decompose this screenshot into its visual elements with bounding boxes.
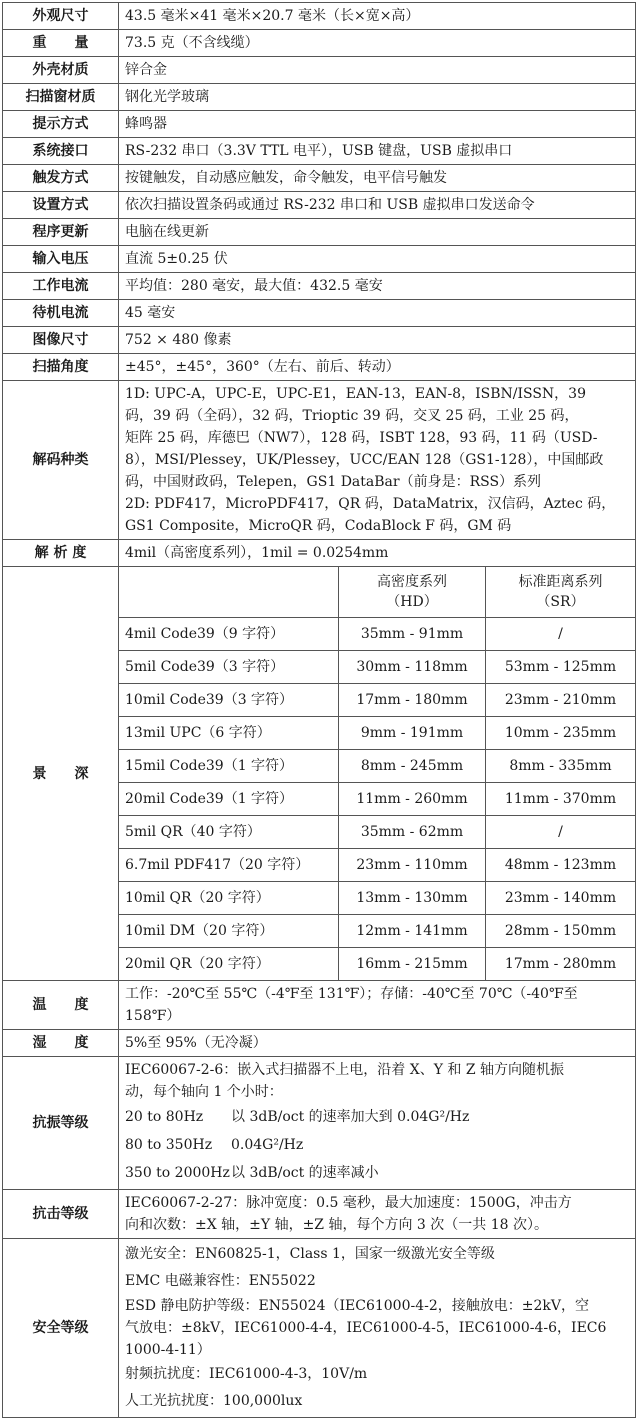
value-symbologies	[119, 381, 636, 540]
value-indicator: 蜂鸣器	[119, 111, 636, 138]
row-depth-of-field	[3, 567, 636, 981]
dof-header-sr-title: 标准距离系列	[518, 574, 603, 590]
dof-sr: 23mm - 210mm	[486, 684, 636, 717]
label-dimensions: 外观尺寸	[3, 3, 119, 30]
vibration-intro-line: 动，每个轴向 1 个小时：	[125, 1084, 283, 1100]
dof-hd: 9mm - 191mm	[339, 717, 486, 750]
dof-hd: 13mm - 130mm	[339, 882, 486, 915]
dof-symbol: 20mil QR（20 字符）	[119, 948, 339, 981]
label-shock: 抗击等级	[3, 1190, 119, 1239]
value-humidity: 5%至 95%（无冷凝）	[119, 1030, 636, 1057]
dof-hd: 16mm - 215mm	[339, 948, 486, 981]
dof-header-symbol	[119, 567, 339, 618]
value-standby-current: 45 毫安	[119, 300, 636, 327]
vibration-band	[125, 1131, 629, 1159]
vibration-freq: 350 to 2000Hz	[125, 1165, 230, 1181]
label-temperature: 温 度	[3, 981, 119, 1030]
table-row	[119, 750, 635, 783]
table-row	[119, 849, 635, 882]
dof-sr: 53mm - 125mm	[486, 651, 636, 684]
label-interface: 系统接口	[3, 138, 119, 165]
vibration-intro-line: IEC60067-2-6：嵌入式扫描器不上电，沿着 X、Y 和 Z 轴方向随机振	[125, 1062, 565, 1078]
value-scan-angle: ±45°，±45°，360°（左右、前后、转动）	[119, 354, 636, 381]
dof-header-row	[119, 567, 635, 618]
shock-line: 向和次数：±X 轴，±Y 轴，±Z 轴，每个方向 3 次（一共 18 次）。	[125, 1217, 548, 1233]
safety-rf: 射频抗扰度：IEC61000-4-3，10V/m	[125, 1366, 368, 1382]
label-update: 程序更新	[3, 219, 119, 246]
safety-esd-line: ESD 静电防护等级：EN55024（IEC61000-4-2，接触放电：±2kV，空	[125, 1298, 589, 1314]
value-temperature	[119, 981, 636, 1030]
dof-header-sr-abbr: （SR）	[536, 594, 585, 610]
dof-symbol: 10mil QR（20 字符）	[119, 882, 339, 915]
row-image-size	[3, 327, 636, 354]
dof-sr: 8mm - 335mm	[486, 750, 636, 783]
symbology-line: GS1 Composite，MicroQR 码，CodaBlock F 码，GM 码	[125, 518, 512, 534]
symbology-line: 矩阵 25 码，库德巴（NW7），128 码，ISBT 128，93 码，11 码（USD-	[125, 430, 598, 446]
table-row	[119, 948, 635, 981]
label-depth-of-field: 景 深	[3, 567, 119, 981]
label-symbologies: 解码种类	[3, 381, 119, 540]
symbology-line: 码，39 码（全码），32 码，Trioptic 39 码，交叉 25 码，工业 25 码，	[125, 408, 579, 424]
vibration-desc: 以 3dB/oct 的速率加大到 0.04G²/Hz	[231, 1109, 470, 1125]
table-row	[119, 816, 635, 849]
dof-header-hd-title: 高密度系列	[377, 574, 447, 590]
label-indicator: 提示方式	[3, 111, 119, 138]
label-housing: 外壳材质	[3, 57, 119, 84]
value-update: 电脑在线更新	[119, 219, 636, 246]
value-vibration	[119, 1057, 636, 1190]
table-row	[119, 717, 635, 750]
dof-symbol: 10mil DM（20 字符）	[119, 915, 339, 948]
dof-hd: 23mm - 110mm	[339, 849, 486, 882]
label-weight: 重 量	[3, 30, 119, 57]
safety-emc: EMC 电磁兼容性：EN55022	[125, 1273, 316, 1289]
label-window: 扫描窗材质	[3, 84, 119, 111]
vibration-desc: 以 3dB/oct 的速率减小	[231, 1165, 379, 1181]
dof-sr: /	[486, 816, 636, 849]
dof-symbol: 5mil QR（40 字符）	[119, 816, 339, 849]
vibration-band	[125, 1159, 629, 1187]
vibration-band	[125, 1103, 629, 1131]
safety-ambient-light: 人工光抗扰度：100,000lux	[125, 1393, 303, 1409]
row-dimensions	[3, 3, 636, 30]
dof-hd: 8mm - 245mm	[339, 750, 486, 783]
symbology-line: 1D: UPC-A，UPC-E，UPC-E1，EAN-13，EAN-8，ISBN/ISSN，39	[125, 386, 586, 402]
value-shock	[119, 1190, 636, 1239]
label-standby-current: 待机电流	[3, 300, 119, 327]
value-window: 钢化光学玻璃	[119, 84, 636, 111]
row-scan-angle	[3, 354, 636, 381]
dof-symbol: 10mil Code39（3 字符）	[119, 684, 339, 717]
row-interface	[3, 138, 636, 165]
vibration-freq: 20 to 80Hz	[125, 1109, 204, 1125]
temperature-line: 工作：-20℃至 55℃（-4℉至 131℉）；存储：-40℃至 70℃（-40℉至	[125, 986, 578, 1002]
dof-sr: 48mm - 123mm	[486, 849, 636, 882]
dof-sr: 17mm - 280mm	[486, 948, 636, 981]
shock-line: IEC60067-2-27：脉冲宽度：0.5 毫秒，最大加速度：1500G，冲击方	[125, 1195, 572, 1211]
label-work-current: 工作电流	[3, 273, 119, 300]
table-row	[119, 651, 635, 684]
dof-sr: 28mm - 150mm	[486, 915, 636, 948]
row-vibration	[3, 1057, 636, 1190]
value-work-current: 平均值：280 毫安，最大值：432.5 毫安	[119, 273, 636, 300]
depth-of-field-table-cell	[119, 567, 636, 981]
row-temperature	[3, 981, 636, 1030]
dof-symbol: 13mil UPC（6 字符）	[119, 717, 339, 750]
label-image-size: 图像尺寸	[3, 327, 119, 354]
safety-esd-line: 气放电：±8kV，IEC61000-4-4，IEC61000-4-5，IEC61000-4-6，IEC6	[125, 1320, 607, 1336]
vibration-desc: 0.04G²/Hz	[231, 1137, 304, 1153]
label-scan-angle: 扫描角度	[3, 354, 119, 381]
symbology-line: 8），MSI/Plessey，UK/Plessey，UCC/EAN 128（GS1-128），中国邮政	[125, 452, 604, 468]
value-weight: 73.5 克（不含线缆）	[119, 30, 636, 57]
label-safety: 安全等级	[3, 1239, 119, 1418]
row-standby-current	[3, 300, 636, 327]
row-weight	[3, 30, 636, 57]
safety-esd-line: 1000-4-11）	[125, 1342, 211, 1358]
dof-header-hd	[339, 567, 486, 618]
dof-symbol: 15mil Code39（1 字符）	[119, 750, 339, 783]
value-trigger: 按键触发，自动感应触发，命令触发，电平信号触发	[119, 165, 636, 192]
table-row	[119, 882, 635, 915]
value-config: 依次扫描设置条码或通过 RS-232 串口和 USB 虚拟串口发送命令	[119, 192, 636, 219]
row-work-current	[3, 273, 636, 300]
value-dimensions: 43.5 毫米×41 毫米×20.7 毫米（长×宽×高）	[119, 3, 636, 30]
dof-symbol: 20mil Code39（1 字符）	[119, 783, 339, 816]
dof-hd: 30mm - 118mm	[339, 651, 486, 684]
dof-symbol: 6.7mil PDF417（20 字符）	[119, 849, 339, 882]
dof-sr: 23mm - 140mm	[486, 882, 636, 915]
value-safety	[119, 1239, 636, 1418]
value-image-size: 752 × 480 像素	[119, 327, 636, 354]
row-window	[3, 84, 636, 111]
dof-hd: 17mm - 180mm	[339, 684, 486, 717]
row-humidity	[3, 1030, 636, 1057]
row-indicator	[3, 111, 636, 138]
safety-laser: 激光安全：EN60825-1，Class 1，国家一级激光安全等级	[125, 1246, 495, 1262]
table-row	[119, 618, 635, 651]
table-row	[119, 684, 635, 717]
table-row	[119, 915, 635, 948]
symbology-line: 2D: PDF417，MicroPDF417，QR 码，DataMatrix，汉信码，Aztec 码，	[125, 496, 616, 512]
row-update	[3, 219, 636, 246]
value-voltage: 直流 5±0.25 伏	[119, 246, 636, 273]
label-trigger: 触发方式	[3, 165, 119, 192]
label-voltage: 输入电压	[3, 246, 119, 273]
table-row	[119, 783, 635, 816]
dof-header-sr	[486, 567, 636, 618]
symbology-line: 码，中国财政码，Telepen，GS1 DataBar（前身是：RSS）系列	[125, 474, 542, 490]
dof-hd: 11mm - 260mm	[339, 783, 486, 816]
row-trigger	[3, 165, 636, 192]
depth-of-field-table	[119, 567, 635, 980]
value-resolution: 4mil（高密度系列），1mil = 0.0254mm	[119, 540, 636, 567]
label-humidity: 湿 度	[3, 1030, 119, 1057]
dof-hd: 35mm - 62mm	[339, 816, 486, 849]
label-vibration: 抗振等级	[3, 1057, 119, 1190]
dof-symbol: 4mil Code39（9 字符）	[119, 618, 339, 651]
row-housing	[3, 57, 636, 84]
value-housing: 锌合金	[119, 57, 636, 84]
label-config: 设置方式	[3, 192, 119, 219]
temperature-line: 158℉）	[125, 1008, 181, 1024]
row-config	[3, 192, 636, 219]
row-safety	[3, 1239, 636, 1418]
dof-symbol: 5mil Code39（3 字符）	[119, 651, 339, 684]
value-interface: RS-232 串口（3.3V TTL 电平），USB 键盘，USB 虚拟串口	[119, 138, 636, 165]
dof-sr: /	[486, 618, 636, 651]
row-shock	[3, 1190, 636, 1239]
row-symbologies	[3, 381, 636, 540]
spec-table	[2, 2, 636, 1418]
row-resolution	[3, 540, 636, 567]
dof-header-hd-abbr: （HD）	[386, 594, 438, 610]
dof-hd: 12mm - 141mm	[339, 915, 486, 948]
dof-sr: 10mm - 235mm	[486, 717, 636, 750]
row-voltage	[3, 246, 636, 273]
dof-hd: 35mm - 91mm	[339, 618, 486, 651]
label-resolution: 解 析 度	[3, 540, 119, 567]
dof-sr: 11mm - 370mm	[486, 783, 636, 816]
vibration-freq: 80 to 350Hz	[125, 1137, 213, 1153]
